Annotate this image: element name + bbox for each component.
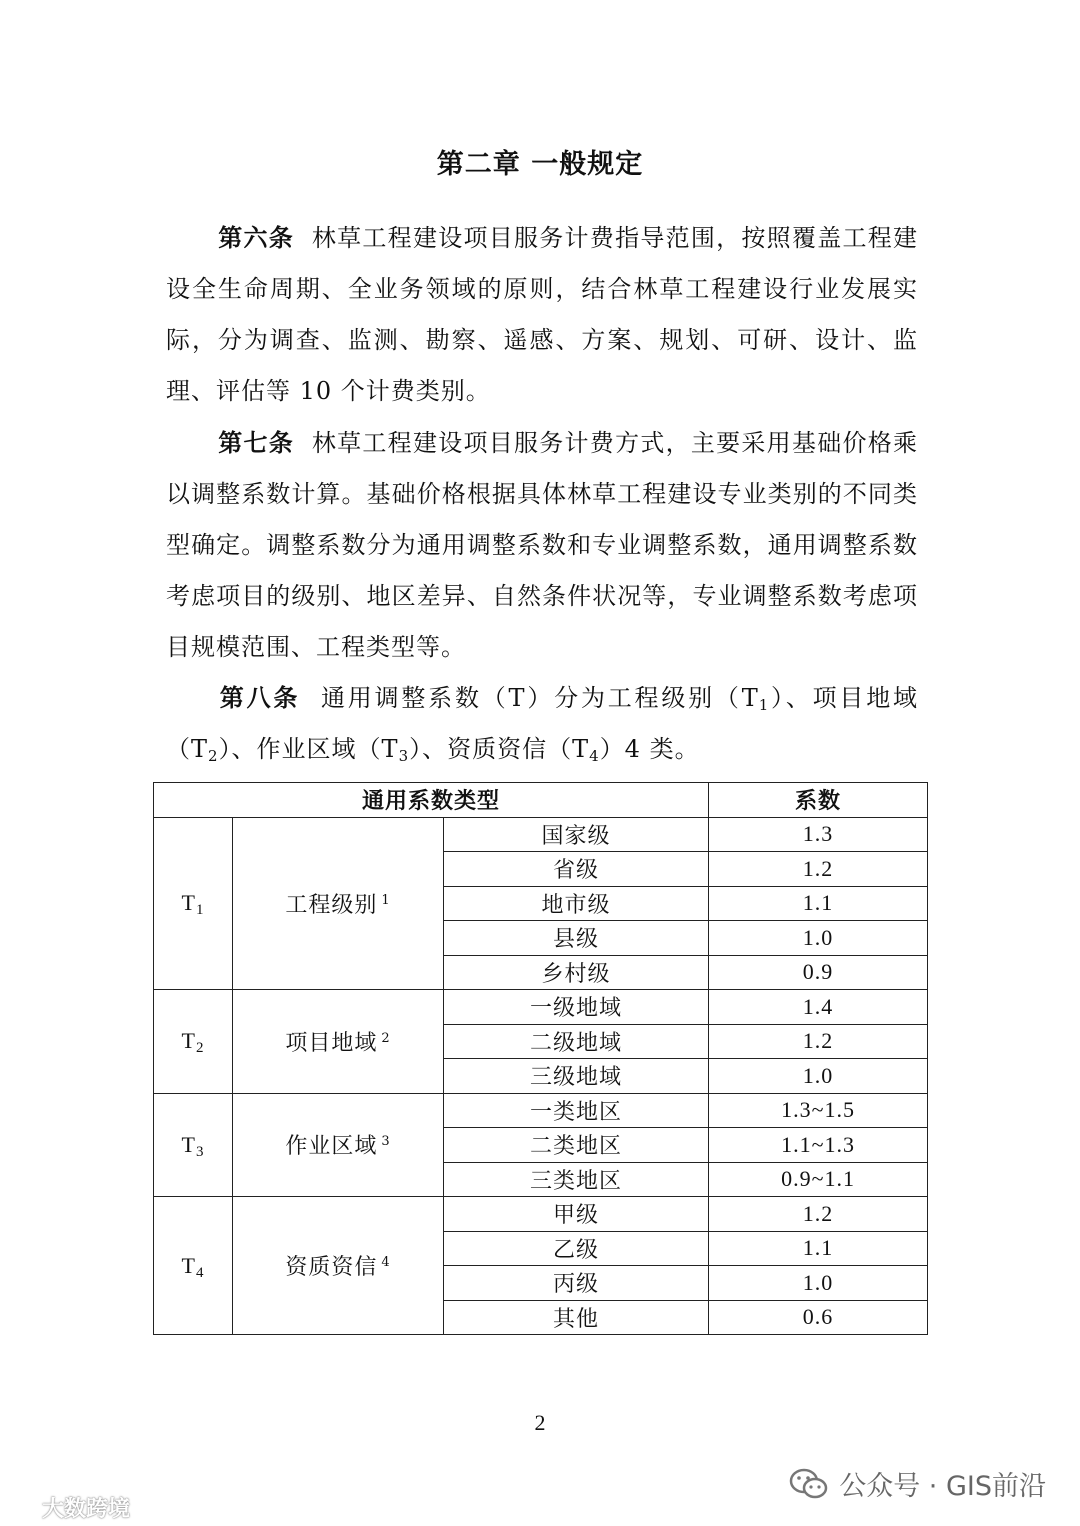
coefficient-value: 1.1 [709, 1231, 928, 1266]
page-number: 2 [534, 1410, 546, 1435]
coefficient-value: 1.0 [709, 1266, 928, 1301]
coefficient-code-sub: 4 [195, 1264, 205, 1281]
coefficient-table [153, 782, 928, 1335]
coefficient-category-cell [233, 1197, 444, 1335]
article-8-text-3: ）、作业区域（T [218, 735, 399, 763]
table-header-row [154, 783, 928, 818]
article-8-sub-3: 3 [398, 747, 410, 765]
coefficient-value: 1.3~1.5 [709, 1093, 928, 1128]
article-7-text: 林草工程建设项目服务计费方式，主要采用基础价格乘以调整系数计算。基础价格根据具体林草工程建设专业类别的不同类型确定。调整系数分为通用调整系数和专业调整系数，通用调整系数考虑项目的级别、地区差异、自然条件状况等，专业调整系数考虑项目规模范围、工程类型等。 [166, 429, 919, 661]
coefficient-code-sub: 1 [195, 902, 205, 919]
coefficient-category-cell [233, 1093, 444, 1197]
level-label: 甲级 [444, 1197, 709, 1232]
chapter-title: 第二章 一般规定 [436, 149, 644, 180]
level-label: 三类地区 [444, 1162, 709, 1197]
coefficient-code: T [181, 1131, 196, 1157]
footnote-marker: 4 [381, 1255, 391, 1270]
watermark-logo-icon [8, 1497, 38, 1519]
coefficient-code-cell [154, 990, 233, 1094]
coefficient-category-cell [233, 990, 444, 1094]
coefficient-code: T [181, 1028, 196, 1054]
footnote-marker: 3 [381, 1134, 391, 1150]
table-row [154, 817, 928, 852]
level-label: 二类地区 [444, 1128, 709, 1163]
article-6 [166, 212, 918, 417]
coefficient-value: 1.2 [709, 852, 928, 887]
coefficient-category: 作业区域 [285, 1134, 378, 1160]
wechat-icon [789, 1467, 829, 1501]
coefficient-value: 1.4 [709, 990, 928, 1025]
level-label: 其他 [444, 1300, 709, 1335]
level-label: 二级地域 [444, 1024, 709, 1059]
coefficient-value: 1.1~1.3 [709, 1128, 928, 1163]
coefficient-value: 0.6 [709, 1300, 928, 1335]
table-body [154, 817, 928, 1335]
article-8-text-5: ）4 类。 [599, 735, 700, 763]
coefficient-value: 1.0 [709, 921, 928, 956]
watermark-left [8, 1492, 130, 1523]
article-8-text-2: ）、项目地域（T [166, 684, 919, 763]
article-7 [166, 417, 918, 673]
coefficient-code-cell [154, 1197, 233, 1335]
level-label: 一级地域 [444, 990, 709, 1025]
coefficient-code-cell [154, 817, 233, 990]
level-label: 省级 [444, 852, 709, 887]
table-row [154, 1197, 928, 1232]
level-label: 丙级 [444, 1266, 709, 1301]
coefficient-value: 1.3 [709, 817, 928, 852]
table-row [154, 1093, 928, 1128]
coefficient-value: 0.9~1.1 [709, 1162, 928, 1197]
header-coefficient: 系数 [709, 783, 928, 818]
article-8-sub-2: 2 [208, 747, 219, 765]
article-8-head: 第八条 [218, 683, 301, 712]
header-coefficient-type: 通用系数类型 [154, 783, 709, 818]
article-8 [166, 672, 918, 775]
coefficient-category-cell [233, 817, 444, 990]
article-6-head: 第六条 [218, 223, 295, 252]
article-7-head: 第七条 [218, 428, 295, 457]
coefficient-value: 1.2 [709, 1197, 928, 1232]
watermark-right [789, 1464, 1046, 1503]
coefficient-category: 工程级别 [285, 892, 378, 918]
watermark-right-text: 公众号 · GIS前沿 [839, 1471, 1046, 1502]
coefficient-value: 1.2 [709, 1024, 928, 1059]
watermark-left-text: 大数跨境 [42, 1497, 131, 1522]
level-label: 地市级 [444, 886, 709, 921]
article-6-text: 林草工程建设项目服务计费指导范围，按照覆盖工程建设全生命周期、全业务领域的原则，结合林草工程建设行业发展实际，分为调查、监测、勘察、遥感、方案、规划、可研、设计、监理、评估等 10 个计费类别。 [166, 224, 919, 405]
article-8-text-1: 通用调整系数（T）分为工程级别（T [321, 684, 759, 712]
coefficient-code-sub: 2 [195, 1040, 205, 1057]
level-label: 县级 [444, 921, 709, 956]
level-label: 乡村级 [444, 955, 709, 990]
level-label: 乙级 [444, 1231, 709, 1266]
coefficient-value: 1.0 [709, 1059, 928, 1094]
coefficient-code-cell [154, 1093, 233, 1197]
coefficient-category: 资质资信 [285, 1255, 378, 1280]
coefficient-value: 1.1 [709, 886, 928, 921]
level-label: 国家级 [444, 817, 709, 852]
table-row [154, 990, 928, 1025]
article-8-sub-4: 4 [589, 747, 600, 765]
level-label: 一类地区 [444, 1093, 709, 1128]
coefficient-value: 0.9 [709, 955, 928, 990]
coefficient-code-sub: 3 [195, 1143, 205, 1160]
article-8-text-4: ）、资质资信（T [409, 735, 590, 763]
level-label: 三级地域 [444, 1059, 709, 1094]
coefficient-code: T [181, 1252, 196, 1278]
footnote-marker: 2 [381, 1030, 391, 1046]
footnote-marker: 1 [381, 892, 391, 908]
coefficient-code: T [181, 890, 196, 916]
article-8-sub-1: 1 [758, 696, 770, 714]
coefficient-category: 项目地域 [285, 1030, 378, 1056]
